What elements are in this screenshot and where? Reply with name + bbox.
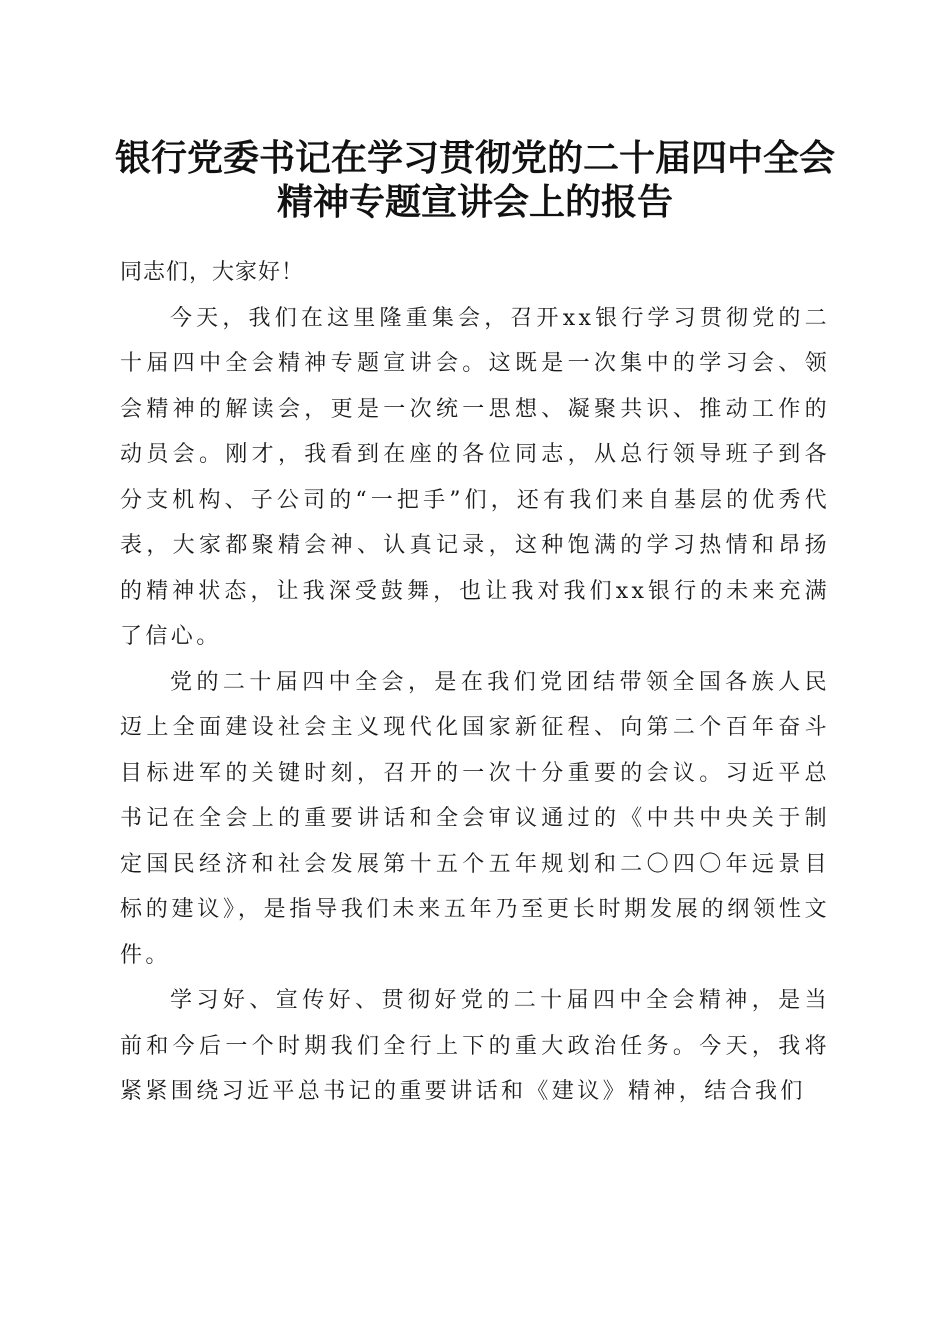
paragraph: 学习好、宣传好、贯彻好党的二十届四中全会精神，是当前和今后一个时期我们全行上下的重大政治任务。今天，我将紧紧围绕习近平总书记的重要讲话和《建议》精神，结合我们 — [120, 988, 830, 1104]
document-body — [120, 250, 830, 1115]
document-title — [110, 136, 840, 224]
paragraph: 党的二十届四中全会，是在我们党团结带领全国各族人民迈上全面建设社会主义现代化国家新征程、向第二个百年奋斗目标进军的关键时刻，召开的一次十分重要的会议。习近平总书记在全会上的重要讲话和全会审议通过的《中共中央关于制定国民经济和社会发展第十五个五年规划和二〇四〇年远景目标的建议》，是指导我们未来五年乃至更长时期发展的纲领性文件。 — [120, 669, 830, 968]
paragraph: 今天，我们在这里隆重集会，召开xx银行学习贯彻党的二十届四中全会精神专题宣讲会。这既是一次集中的学习会、领会精神的解读会，更是一次统一思想、凝聚共识、推动工作的动员会。刚才，我看到在座的各位同志，从总行领导班子到各分支机构、子公司的“一把手”们，还有我们来自基层的优秀代表，大家都聚精会神、认真记录，这种饱满的学习热情和昂扬的精神状态，让我深受鼓舞，也让我对我们xx银行的未来充满了信心。 — [120, 305, 830, 649]
title-line-1: 银行党委书记在学习贯彻党的二十届四中全会 — [114, 137, 835, 179]
greeting: 同志们，大家好！ — [120, 260, 305, 285]
title-line-2: 精神专题宣讲会上的报告 — [276, 181, 673, 223]
